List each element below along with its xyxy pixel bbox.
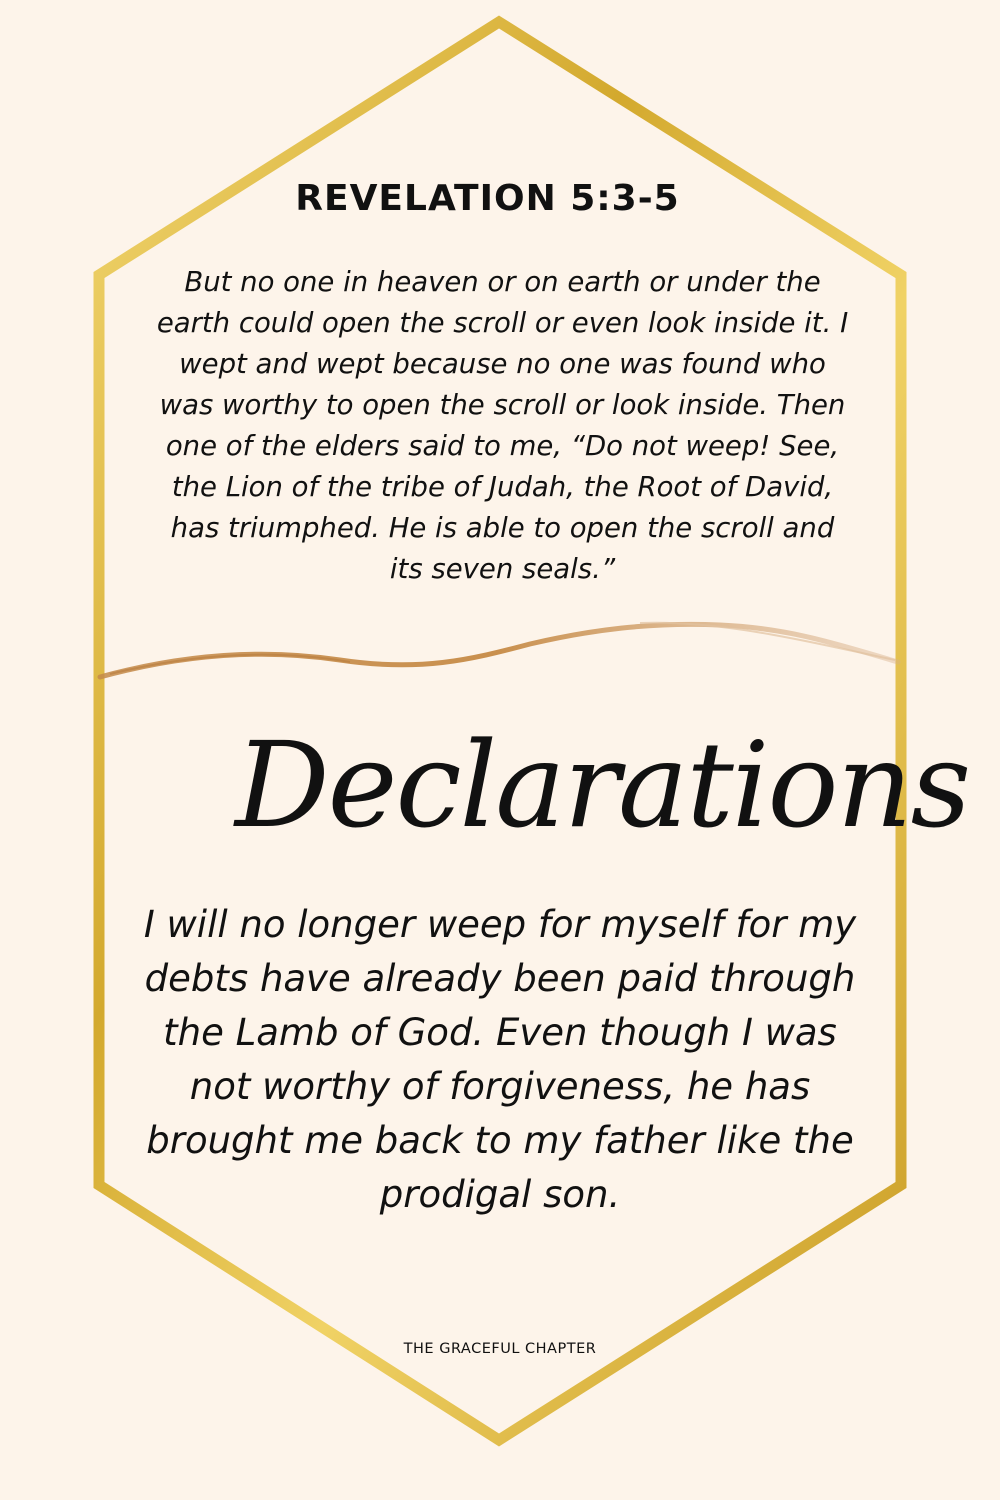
verse-text: But no one in heaven or on earth or under the earth could open the scroll or even look inside it. I wept and wept because no one was found who was worthy to open the scroll or look inside. Then one of the elders said to me, “Do not weep! See, the Lion of the tribe of Judah, the Root of David, has triumphed. He is able to open the scroll and its seven seals.”: [156, 266, 849, 585]
verse-reference: REVELATION 5:3-5: [295, 178, 680, 219]
credit-footer: THE GRACEFUL CHAPTER: [403, 1341, 597, 1357]
brush-stroke-divider: [100, 624, 898, 677]
section-title: Declarations: [235, 716, 970, 854]
declaration-text: I will no longer weep for myself for my debts have already been paid through the Lamb of God. Even though I was not worthy of forgiveness, he has brought me back to my father like the prodigal son.: [143, 903, 857, 1216]
